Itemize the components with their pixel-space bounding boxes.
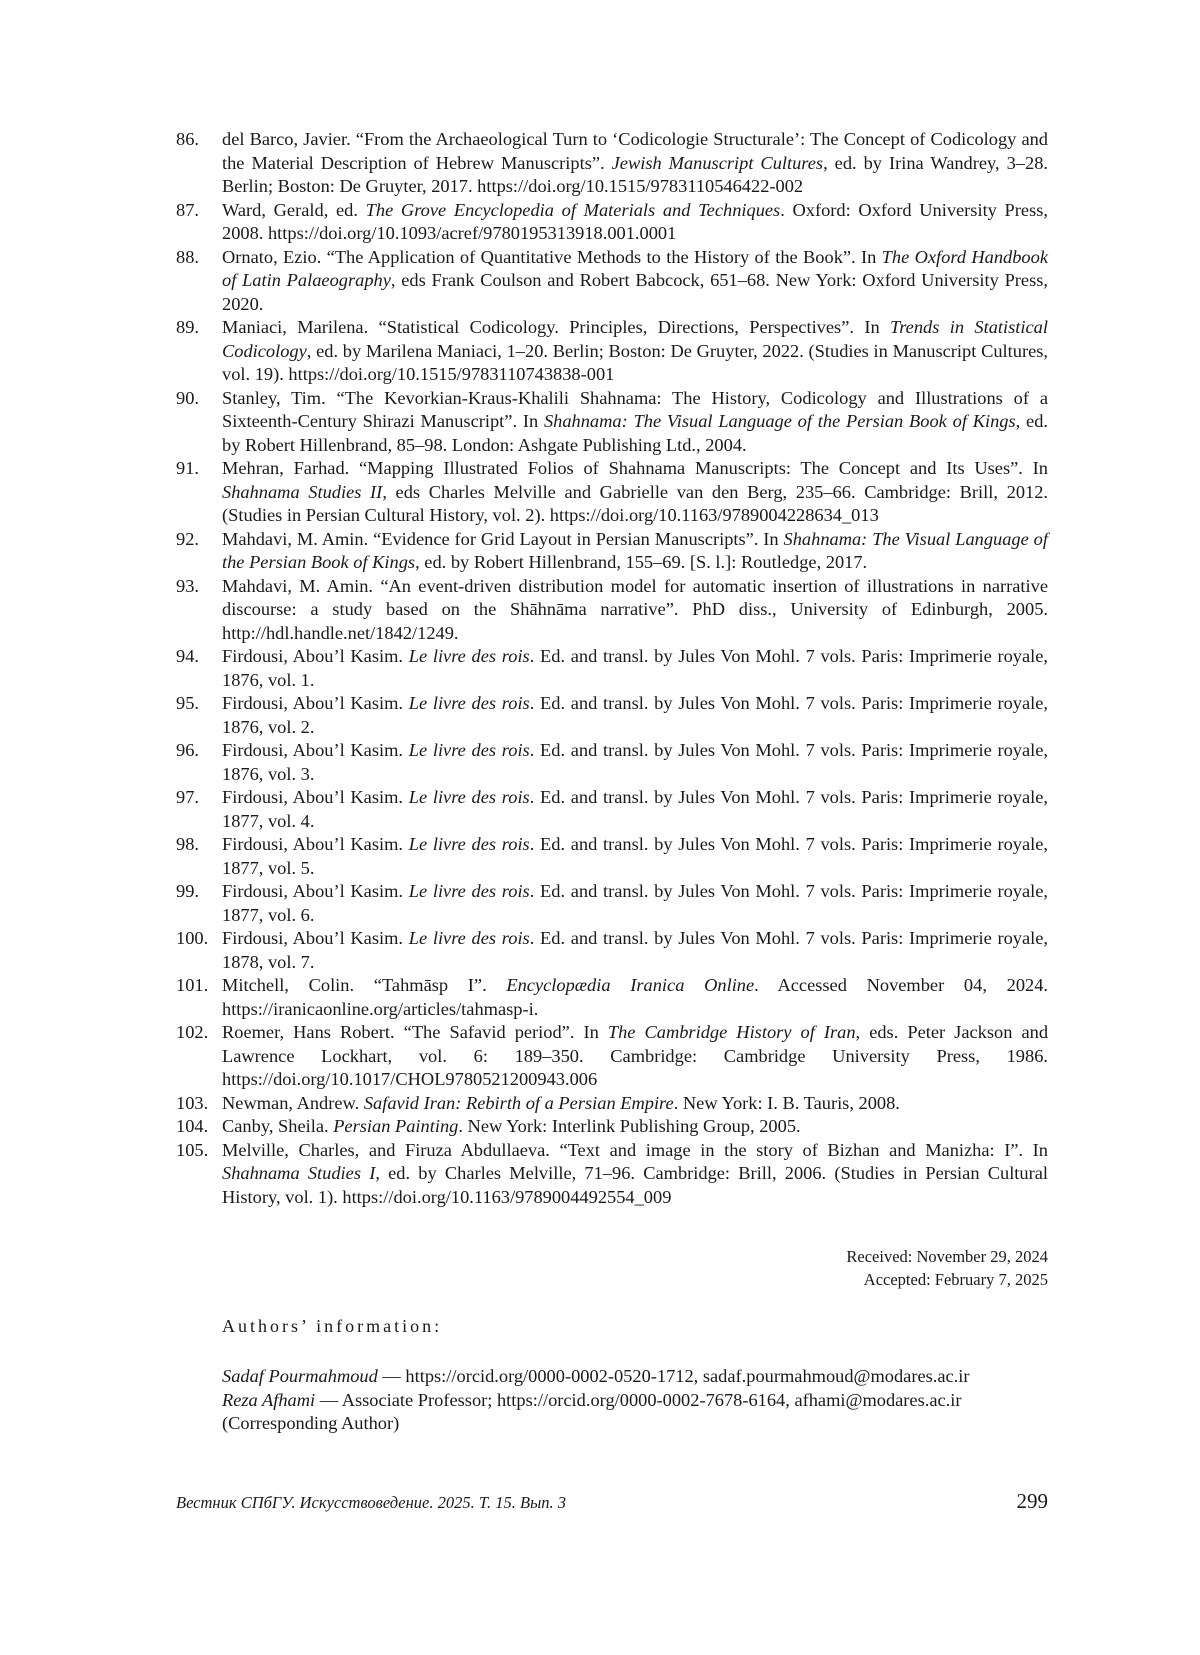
reference-segment: , ed. by Marilena Maniaci, 1–20. Berlin; Boston: De Gruyter, 2022. (Studies in Manuscript Cultures, vol. 19). https://doi.org/10.1515/9783110743838-001 [222, 340, 1048, 384]
reference-segment: . New York: I. B. Tauris, 2008. [673, 1092, 900, 1113]
reference-item [176, 387, 1048, 458]
reference-segment: , ed. by Charles Melville, 71–96. Cambridge: Brill, 2006. (Studies in Persian Cultural History, vol. 1). https://doi.org/10.1163/9789004492554_009 [222, 1163, 1049, 1207]
reference-segment: Mahdavi, M. Amin. “Evidence for Grid Layout in Persian Manuscripts”. In [222, 528, 784, 549]
reference-title: Shahnama: The Visual Language of the Persian Book of Kings [543, 411, 1016, 431]
authors-heading: Authors’ information: [222, 1316, 443, 1336]
reference-title: Le livre des rois [408, 693, 530, 713]
reference-item [176, 1092, 1048, 1116]
reference-title: The Cambridge History of Iran [607, 1022, 856, 1042]
reference-text [222, 974, 1048, 1021]
reference-title: Le livre des rois [408, 881, 530, 901]
accepted-date: Accepted: February 7, 2025 [863, 1270, 1048, 1289]
received-date: Received: November 29, 2024 [846, 1247, 1048, 1266]
reference-text [222, 457, 1048, 528]
author-entry [222, 1365, 1052, 1389]
reference-text [222, 128, 1048, 199]
reference-number: 104. [176, 1116, 209, 1136]
reference-segment: . Ed. and transl. by Jules Von Mohl. 7 vols. Paris: Imprimerie royale, 1877, vol. 5. [222, 834, 1049, 878]
reference-item [176, 786, 1048, 833]
reference-title: Persian Painting [333, 1116, 459, 1136]
reference-text [222, 880, 1048, 927]
reference-title: Le livre des rois [408, 787, 530, 807]
reference-segment: Firdousi, Abou’l Kasim. [222, 787, 409, 807]
reference-text [222, 528, 1048, 575]
reference-segment: , eds Frank Coulson and Robert Babcock, 651–68. New York: Oxford University Press, 2020. [222, 270, 1049, 314]
reference-segment: Firdousi, Abou’l Kasim. [222, 693, 409, 713]
reference-number: 98. [176, 834, 199, 854]
reference-title: The Grove Encyclopedia of Materials and Techniques [365, 199, 781, 220]
reference-title: Shahnama Studies I [222, 1163, 376, 1183]
reference-segment: . Ed. and transl. by Jules Von Mohl. 7 vols. Paris: Imprimerie royale, 1878, vol. 7. [222, 928, 1049, 972]
reference-item [176, 645, 1048, 692]
reference-segment: Mehran, Farhad. “Mapping Illustrated Folios of Shahnama Manuscripts: The Concept and Its Uses”. In [222, 458, 1048, 478]
reference-item [176, 316, 1048, 387]
reference-title: Jewish Manuscript Cultures [611, 152, 824, 173]
reference-text [222, 786, 1048, 833]
reference-title: Encyclopædia Iranica Online [506, 975, 755, 995]
reference-title: Shahnama Studies II [222, 481, 383, 502]
reference-segment: . Ed. and transl. by Jules Von Mohl. 7 vols. Paris: Imprimerie royale, 1876, vol. 2. [222, 693, 1049, 737]
page-number: 299 [1016, 1489, 1048, 1513]
reference-number: 88. [176, 246, 199, 267]
reference-segment: Firdousi, Abou’l Kasim. [222, 928, 409, 948]
reference-number: 87. [176, 199, 199, 220]
author-name: Sadaf Pourmahmoud [222, 1366, 378, 1386]
reference-number: 97. [176, 787, 199, 807]
reference-segment: Mahdavi, M. Amin. “An event-driven distribution model for automatic insertion of illustrations in narrative discourse: a study based on the Shāhnāma narrative”. PhD diss., University of Edinburgh, 2005. http://hdl.handle.net/1842/1249. [222, 575, 1048, 643]
reference-item [176, 974, 1048, 1021]
reference-segment: Firdousi, Abou’l Kasim. [222, 646, 409, 666]
reference-text [222, 833, 1048, 880]
reference-segment: Canby, Sheila. [222, 1116, 334, 1136]
reference-text [222, 1021, 1048, 1092]
reference-title: Shahnama: The Visual Language of the Persian Book of Kings [222, 528, 1048, 572]
reference-number: 93. [176, 575, 199, 596]
reference-list [176, 128, 1048, 1209]
reference-number: 99. [176, 881, 199, 901]
reference-title: Trends in Statistical Codicology [222, 317, 1048, 361]
reference-segment: , eds. Peter Jackson and Lawrence Lockhart, vol. 6: 189–350. Cambridge: Cambridge University Press, 1986. https://doi.org/10.1017/CHOL9780521200943.006 [222, 1022, 1049, 1089]
reference-item [176, 692, 1048, 739]
reference-text [222, 739, 1048, 786]
reference-segment: , eds Charles Melville and Gabrielle van den Berg, 235–66. Cambridge: Brill, 2012. (Studies in Persian Cultural History, vol. 2). https://doi.org/10.1163/9789004228634_013 [222, 481, 1049, 525]
reference-item [176, 246, 1048, 317]
reference-text [222, 575, 1048, 646]
reference-text [222, 927, 1048, 974]
reference-number: 102. [176, 1022, 209, 1042]
reference-text [222, 246, 1048, 317]
reference-number: 95. [176, 693, 199, 713]
reference-item [176, 739, 1048, 786]
corresponding-author-note: (Corresponding Author) [222, 1413, 400, 1433]
reference-segment: Ward, Gerald, ed. [222, 199, 366, 220]
reference-segment: , ed. by Irina Wandrey, 3–28. Berlin; Boston: De Gruyter, 2017. https://doi.org/10.1515/9783110546422-002 [222, 152, 1048, 196]
reference-title: Le livre des rois [408, 646, 530, 666]
reference-segment: Newman, Andrew. [222, 1092, 364, 1113]
reference-segment: . New York: Interlink Publishing Group, 2005. [458, 1116, 801, 1136]
reference-segment: Maniaci, Marilena. “Statistical Codicology. Principles, Directions, Perspectives”. In [222, 317, 890, 337]
reference-number: 92. [176, 528, 199, 549]
reference-text [222, 316, 1048, 387]
reference-segment: Mitchell, Colin. “Tahmāsp I”. [222, 975, 507, 995]
reference-item [176, 128, 1048, 199]
reference-segment: Firdousi, Abou’l Kasim. [222, 881, 409, 901]
reference-item [176, 575, 1048, 646]
reference-number: 94. [176, 646, 199, 666]
reference-text [222, 645, 1048, 692]
reference-item [176, 927, 1048, 974]
reference-text [222, 692, 1048, 739]
reference-number: 89. [176, 317, 199, 337]
reference-segment: , ed. by Robert Hillenbrand, 155–69. [S. l.]: Routledge, 2017. [415, 552, 868, 572]
reference-item [176, 833, 1048, 880]
reference-number: 86. [176, 129, 199, 149]
reference-number: 91. [176, 458, 199, 478]
reference-segment: . Oxford: Oxford University Press, 2008. https://doi.org/10.1093/acref/9780195313918.001.0001 [222, 199, 1048, 243]
reference-segment: . Ed. and transl. by Jules Von Mohl. 7 vols. Paris: Imprimerie royale, 1876, vol. 1. [222, 646, 1049, 690]
reference-item [176, 880, 1048, 927]
author-name: Reza Afhami [222, 1389, 316, 1410]
reference-number: 101. [176, 975, 209, 995]
reference-number: 103. [176, 1092, 209, 1113]
journal-title: Вестник СПбГУ. Искусствоведение. 2025. Т. 15. Вып. 3 [176, 1493, 567, 1512]
reference-title: Le livre des rois [408, 834, 530, 854]
authors-info [222, 1365, 1052, 1436]
reference-item [176, 199, 1048, 246]
reference-number: 100. [176, 928, 209, 948]
author-details: — Associate Professor; https://orcid.org/0000-0002-7678-6164, afhami@modares.ac.ir [315, 1389, 962, 1410]
reference-segment: . Ed. and transl. by Jules Von Mohl. 7 vols. Paris: Imprimerie royale, 1876, vol. 3. [222, 740, 1049, 784]
reference-item [176, 528, 1048, 575]
reference-segment: Roemer, Hans Robert. “The Safavid period”. In [222, 1022, 608, 1042]
reference-segment: Ornato, Ezio. “The Application of Quantitative Methods to the History of the Book”. In [222, 246, 882, 267]
reference-segment: Stanley, Tim. “The Kevorkian-Kraus-Khalili Shahnama: The History, Codicology and Illustrations of a Sixteenth-Century Shirazi Manuscript”. In [222, 387, 1048, 431]
reference-text [222, 1115, 1048, 1139]
reference-number: 90. [176, 387, 199, 408]
reference-item [176, 1115, 1048, 1139]
reference-number: 96. [176, 740, 199, 760]
reference-segment: . Ed. and transl. by Jules Von Mohl. 7 vols. Paris: Imprimerie royale, 1877, vol. 6. [222, 881, 1049, 925]
reference-segment: Melville, Charles, and Firuza Abdullaeva. “Text and image in the story of Bizhan and Manizha: I”. In [222, 1139, 1048, 1160]
reference-text [222, 1092, 1048, 1116]
reference-title: The Oxford Handbook of Latin Palaeography [222, 246, 1048, 290]
reference-number: 105. [176, 1139, 209, 1160]
reference-segment: . Ed. and transl. by Jules Von Mohl. 7 vols. Paris: Imprimerie royale, 1877, vol. 4. [222, 787, 1049, 831]
reference-segment: , ed. by Robert Hillenbrand, 85–98. London: Ashgate Publishing Ltd., 2004. [222, 411, 1049, 455]
reference-title: Le livre des rois [408, 928, 530, 948]
author-entry [222, 1389, 1052, 1413]
reference-item [176, 457, 1048, 528]
reference-item [176, 1139, 1048, 1210]
reference-segment: Firdousi, Abou’l Kasim. [222, 740, 409, 760]
reference-title: Le livre des rois [408, 740, 530, 760]
reference-text [222, 387, 1048, 458]
reference-item [176, 1021, 1048, 1092]
reference-text [222, 199, 1048, 246]
reference-segment: . Accessed November 04, 2024. https://iranicaonline.org/articles/tahmasp-i. [222, 975, 1048, 1019]
reference-segment: del Barco, Javier. “From the Archaeological Turn to ‘Codicologie Structurale’: The Concept of Codicology and the Material Description of Hebrew Manuscripts”. [222, 129, 1048, 173]
reference-text [222, 1139, 1048, 1210]
reference-title: Safavid Iran: Rebirth of a Persian Empire [363, 1092, 674, 1113]
submission-dates [846, 1245, 1048, 1291]
reference-segment: Firdousi, Abou’l Kasim. [222, 834, 409, 854]
author-details: — https://orcid.org/0000-0002-0520-1712, sadaf.pourmahmoud@modares.ac.ir [377, 1366, 970, 1386]
